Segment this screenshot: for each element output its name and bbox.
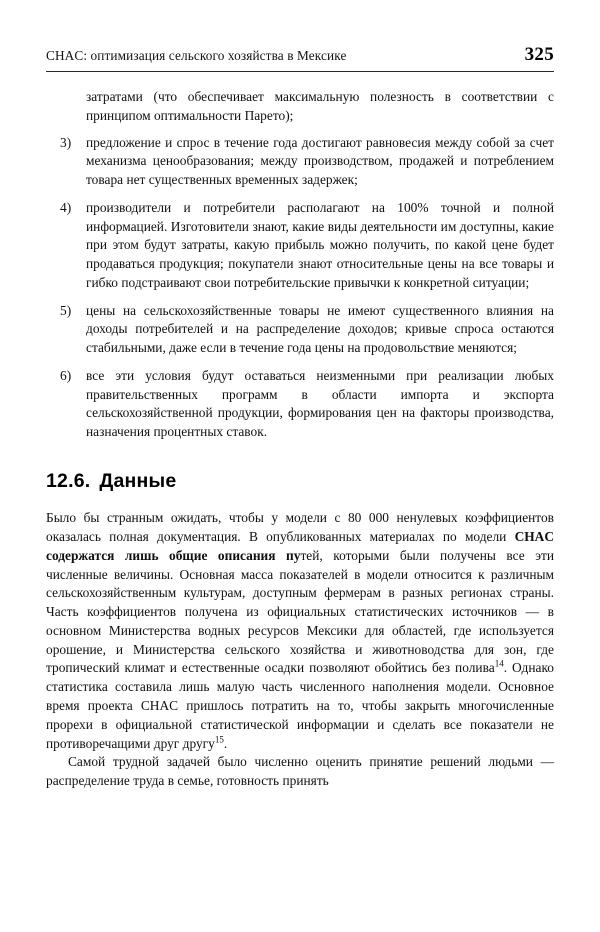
list-item-marker: 3)	[60, 134, 72, 150]
section-number: 12.6.	[46, 470, 91, 493]
list-item-text: все эти условия будут оставаться неизменными при реализации любых правительственных программ в области импорта и экспорта сельскохозяйственной продукции, формирования цен на факторы производства, назначения процентных ставок.	[86, 367, 554, 440]
paragraph-text-part-3: . Однако статистика составила лишь малую часть численного наполнения модели. Основное время проекта CHAC пришлось потратить на то, чтобы закрыть многочисленные прорехи в официальной статистической информации и сделать все показатели не противоречащими друг другу	[46, 660, 554, 751]
list-item-text: предложение и спрос в течение года достигают равновесия между собой за счет механизма ценообразования; между производством, продажей и потреблением товара нет существенных временных задержек;	[86, 134, 554, 188]
section-heading	[46, 468, 554, 495]
page-body	[46, 88, 554, 791]
list-item	[46, 302, 554, 358]
footnote-marker-14: 14	[494, 658, 504, 669]
page-header	[46, 44, 554, 72]
running-title: CHAC: оптимизация сельского хозяйства в Мексике	[46, 48, 347, 63]
list-item	[46, 367, 554, 442]
list-item-marker: 6)	[60, 367, 72, 383]
list-item	[46, 199, 554, 293]
list-item-text: цены на сельскохозяйственные товары не имеют существенного влияния на доходы потребителей и на распределение доходов; кривые спроса остаются стабильными, даже если в течение года цены на продовольствие меняются;	[86, 302, 554, 356]
list-item-marker: 4)	[60, 199, 72, 215]
list-item-marker: 5)	[60, 302, 72, 318]
paragraph-text-part-2: тей, которыми были получены все эти численные величины. Основная масса показателей в модели относится к различным сельскохозяйственным культурам, доступным фермерам в разных регионах страны. Часть коэффициентов получена из официальных статистических источников — в основном Министерства водных ресурсов Мексики для областей, где используется орошение, и Министерства сельского хозяйства и животноводства для зон, где тропический климат и естественные осадки позволяют обойтись без полива	[46, 547, 555, 676]
list-item	[46, 134, 554, 190]
footnote-marker-15: 15	[214, 734, 224, 745]
paragraph-data-intro	[46, 509, 554, 753]
page-number: 325	[524, 44, 554, 65]
section-title-text: Данные	[99, 470, 177, 493]
list-item-text: производители и потребители располагают на 100% точной и полной информацией. Изготовители знают, какие виды деятельности им доступны, какие при этом будут затраты, какую прибыль можно получить, по какой цене будет продаваться продукция; покупатели знают относительные цены на все товары и гибко подстраивают свои потребительские привычки к конкретной ситуации;	[86, 199, 554, 290]
paragraph-text-part-4: .	[223, 735, 228, 751]
numbered-list	[46, 134, 554, 442]
continued-paragraph: затратами (что обеспечивает максимальную полезность в соответствии с принципом оптимальности Парето);	[86, 89, 554, 123]
paragraph-bold-phrase: CHAC содержатся лишь общие описания пу	[46, 529, 554, 563]
paragraph-text-part-1: Было бы странным ожидать, чтобы у модели с 80 000 ненулевых коэффициентов оказалась полная документация. В опубликованных материалах по модели	[46, 510, 554, 545]
paragraph-final: Самой трудной задачей было численно оценить принятие решений людьми — распределение труда в семье, готовность принять	[46, 754, 554, 789]
